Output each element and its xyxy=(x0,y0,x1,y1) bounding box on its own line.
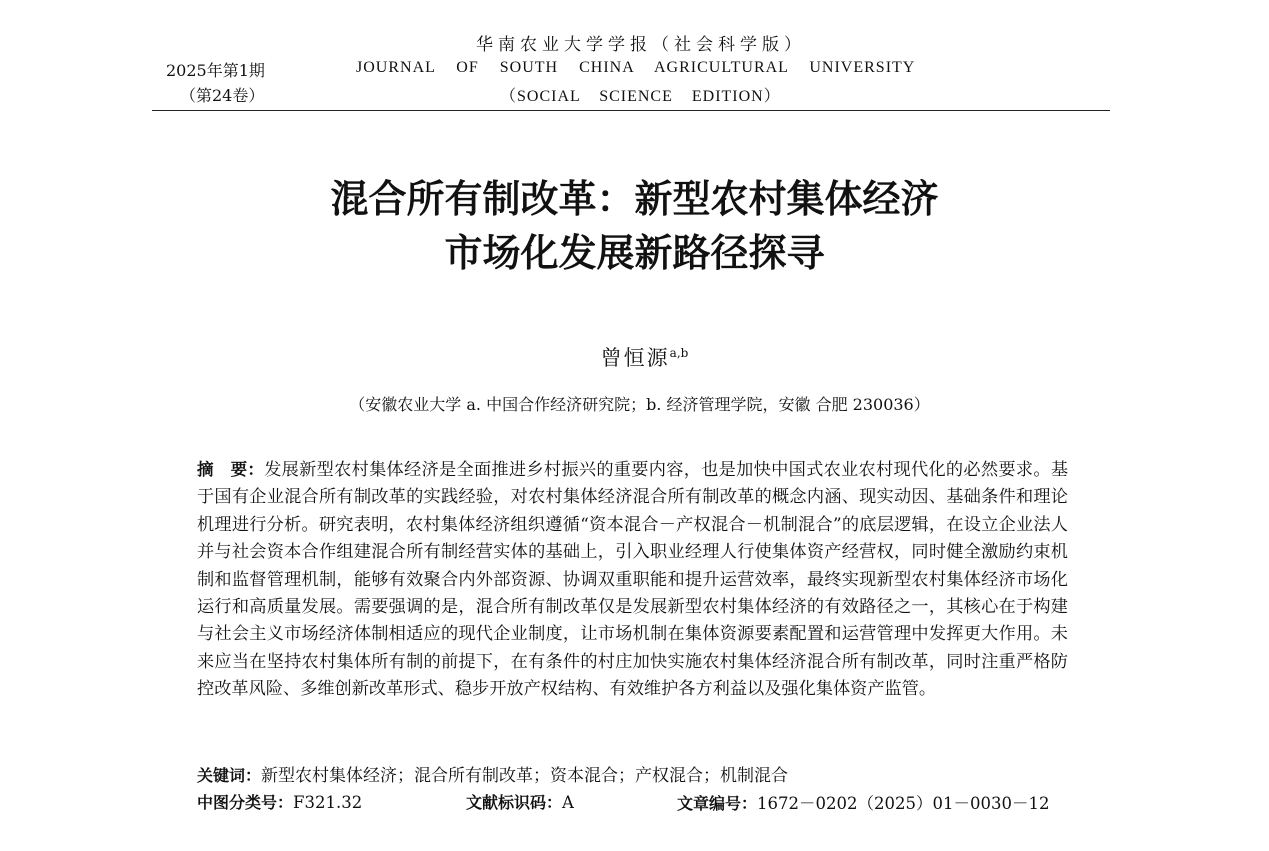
clc-value: F321.32 xyxy=(293,793,363,812)
journal-title-cn: 华南农业大学学报（社会科学版） xyxy=(476,35,806,55)
abstract xyxy=(197,456,1068,704)
keywords-label: 关键词： xyxy=(197,766,262,785)
article-title-line2: 市场化发展新路径探寻 xyxy=(444,231,825,275)
journal-title-en: JOURNAL OF SOUTH CHINA AGRICULTURAL UNIVERSITY xyxy=(356,59,916,76)
journal-header xyxy=(152,28,1110,111)
issue-number: 2025年第1期 xyxy=(166,61,265,80)
keywords xyxy=(197,761,788,786)
article-title-line1: 混合所有制改革：新型农村集体经济 xyxy=(330,177,939,221)
article-title xyxy=(0,172,1269,280)
document-code-value: A xyxy=(562,793,574,812)
abstract-label: 摘 要： xyxy=(197,460,265,479)
article-number xyxy=(677,790,1049,814)
article-number-label: 文章编号： xyxy=(677,794,758,813)
clc-number xyxy=(197,790,362,813)
volume-number: （第24卷） xyxy=(180,86,265,105)
keywords-text: 新型农村集体经济；混合所有制改革；资本混合；产权混合；机制混合 xyxy=(261,766,789,786)
journal-subtitle-en: （SOCIAL SCIENCE EDITION） xyxy=(500,88,781,105)
document-code-label: 文献标识码： xyxy=(466,793,563,812)
author xyxy=(0,342,1269,372)
article-number-value: 1672－0202（2025）01－0030－12 xyxy=(757,794,1050,813)
author-affiliation-marks: a,b xyxy=(669,346,689,360)
document-code xyxy=(466,790,574,813)
author-name: 曾恒源 xyxy=(600,346,670,370)
affiliation: （安徽农业大学 a. 中国合作经济研究院；b. 经济管理学院，安徽 合肥 230036） xyxy=(349,395,930,414)
abstract-text: 发展新型农村集体经济是全面推进乡村振兴的重要内容，也是加快中国式农业农村现代化的必然要求。基于国有企业混合所有制改革的实践经验，对农村集体经济混合所有制改革的概念内涵、现实动因、基础条件和理论机理进行分析。研究表明，农村集体经济组织遵循“资本混合－产权混合－机制混合”的底层逻辑，在设立企业法人并与社会资本合作组建混合所有制经营实体的基础上，引入职业经理人行使集体资产经营权，同时健全激励约束机制和监督管理机制，能够有效聚合内外部资源、协调双重职能和提升运营效率，最终实现新型农村集体经济市场化运行和高质量发展。需要强调的是，混合所有制改革仅是发展新型农村集体经济的有效路径之一，其核心在于构建与社会主义市场经济体制相适应的现代企业制度，让市场机制在集体资源要素配置和运营管理中发挥更大作用。未来应当在坚持农村集体所有制的前提下，在有条件的村庄加快实施农村集体经济混合所有制改革，同时注重严格防控改革风险、多维创新改革形式、稳步开放产权结构、有效维护各方利益以及强化集体资产监管。 xyxy=(197,460,1069,700)
clc-label: 中图分类号： xyxy=(197,793,294,812)
